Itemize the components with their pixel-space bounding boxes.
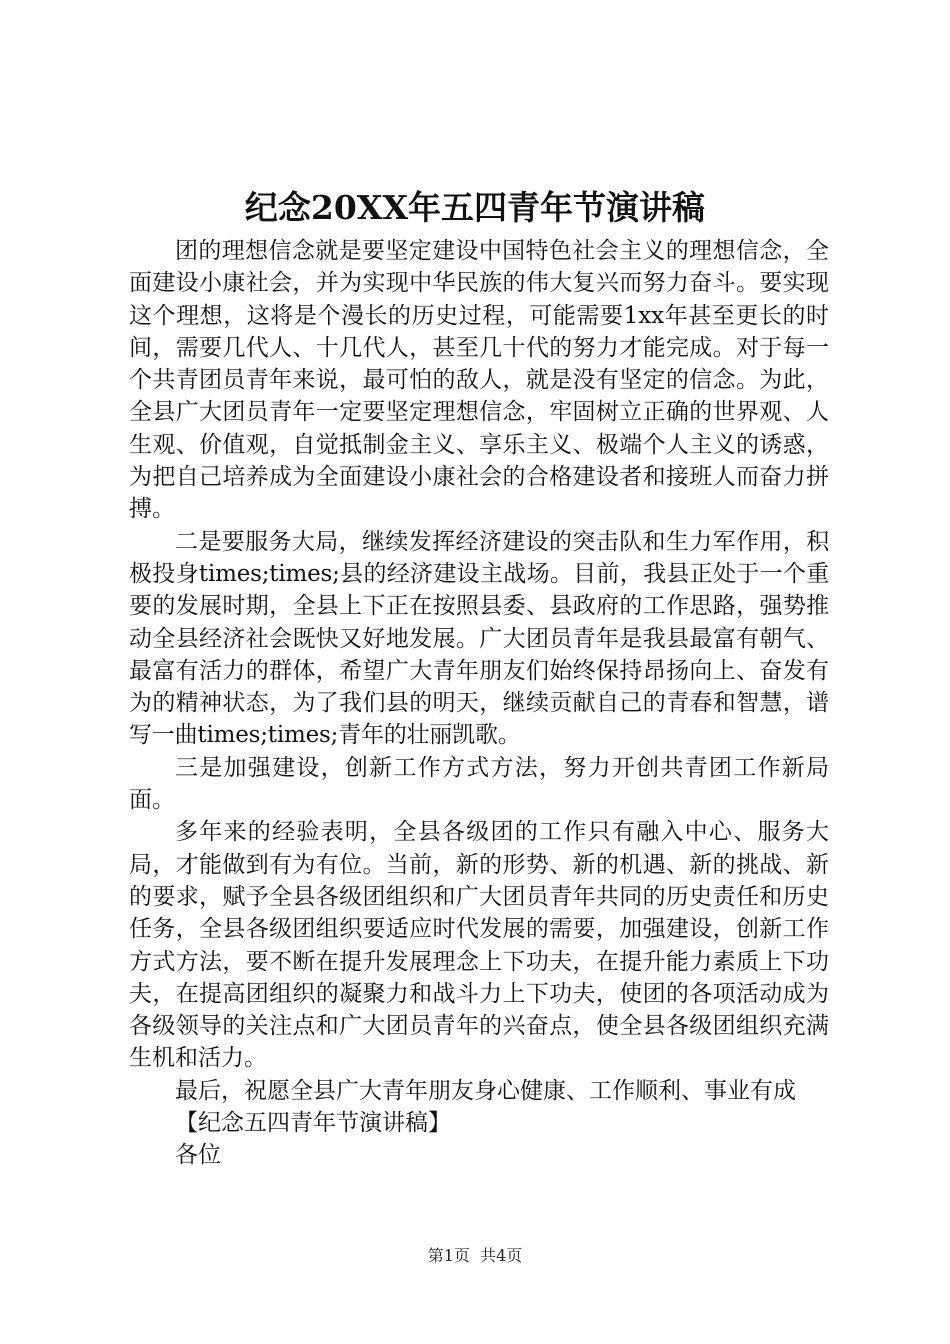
paragraph-ideals: 团的理想信念就是要坚定建设中国特色社会主义的理想信念，全面建设小康社会，并为实现中华民族的伟大复兴而努力奋斗。要实现这个理想，这将是个漫长的历史过程，可能需要1xx年甚至更长的时间，需要几代人、十几代人，甚至几十代的努力才能完成。对于每一个共青团员青年来说，最可怕的敌人，就是没有坚定的信念。为此，全县广大团员青年一定要坚定理想信念，牢固树立正确的世界观、人生观、价值观，自觉抵制金主义、享乐主义、极端个人主义的诱惑，为把自己培养成为全面建设小康社会的合格建设者和接班人而奋力拼搏。 — [129, 238, 829, 523]
paragraph-experience: 多年来的经验表明，全县各级团的工作只有融入中心、服务大局，才能做到有为有位。当前，新的形势、新的机遇、新的挑战、新的要求，赋予全县各级团组织和广大团员青年共同的历史责任和历史任务，全县各级团组织要适应时代发展的需要，加强建设，创新工作方式方法，要不断在提升发展理念上下功夫，在提升能力素质上下功夫，在提高团组织的凝聚力和战斗力上下功夫，使团的各项活动成为各级领导的关注点和广大团员青年的兴奋点，使全县各级团组织充满生机和活力。 — [129, 819, 829, 1072]
paragraph-salutation: 各位 — [175, 1142, 221, 1169]
page-footer — [0, 1246, 950, 1266]
paragraph-strengthen: 三是加强建设，创新工作方式方法，努力开创共青团工作新局面。 — [129, 754, 829, 814]
document-title: 纪念20XX年五四青年节演讲稿 — [244, 188, 706, 227]
document-body — [129, 235, 829, 1172]
page-number: 第1页 — [427, 1246, 470, 1265]
paragraph-closing: 最后，祝愿全县广大青年朋友身心健康、工作顺利、事业有成 — [175, 1077, 796, 1104]
paragraph-section-heading: 【纪念五四青年节演讲稿】 — [175, 1110, 451, 1137]
paragraph-serve-overall: 二是要服务大局，继续发挥经济建设的突击队和生力军作用，积极投身times;times;县的经济建设主战场。目前，我县正处于一个重要的发展时期，全县上下正在按照县委、县政府的工作思路，强势推动全县经济社会既快又好地发展。广大团员青年是我县最富有朝气、最富有活力的群体，希望广大青年朋友们始终保持昂扬向上、奋发有为的精神状态，为了我们县的明天，继续贡献自己的青春和智慧，谱写一曲times;times;青年的壮丽凯歌。 — [129, 528, 829, 749]
page-total: 共4页 — [480, 1246, 523, 1265]
